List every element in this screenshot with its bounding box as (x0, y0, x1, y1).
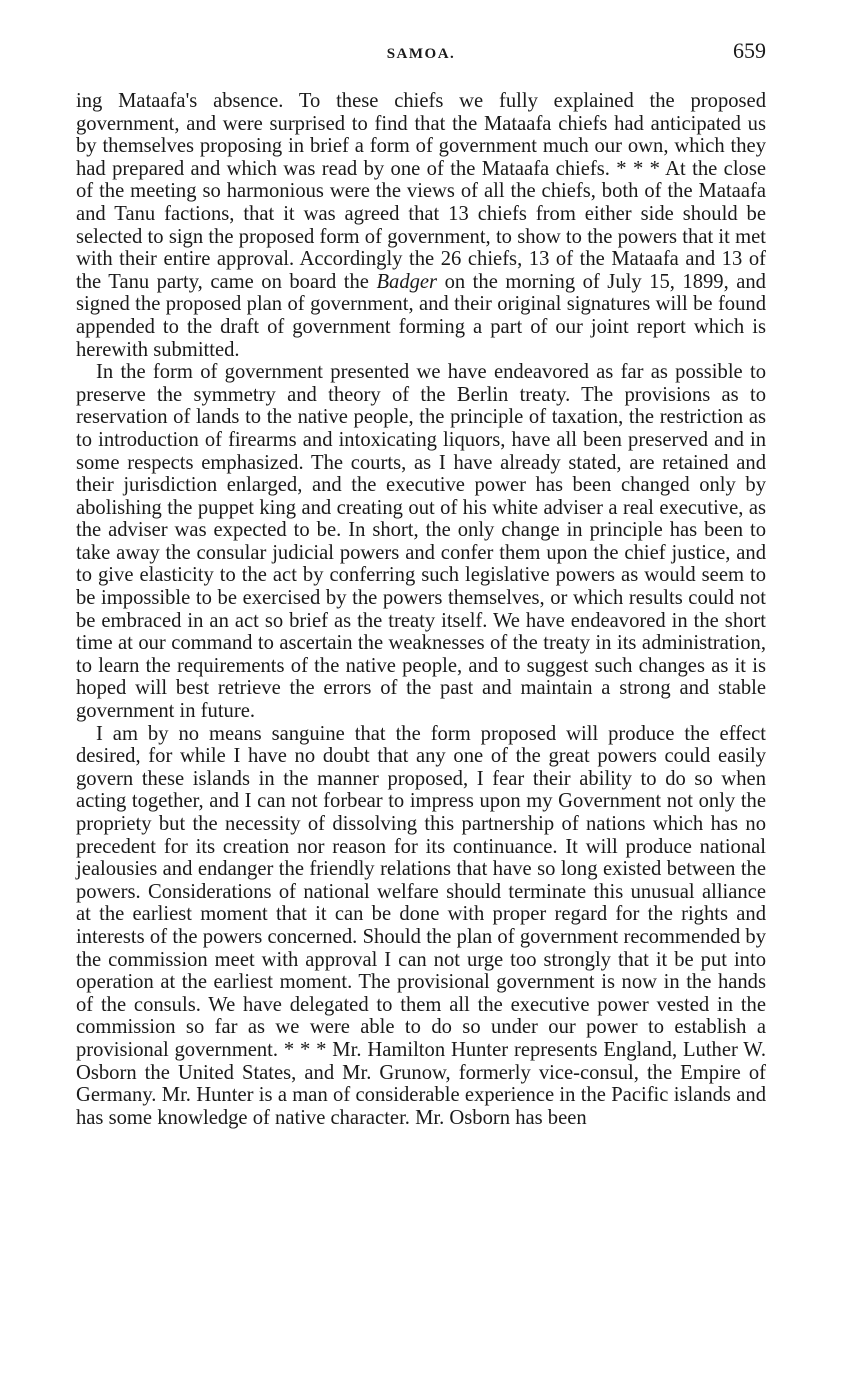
running-header (76, 36, 766, 68)
ship-name-badger: Badger (376, 270, 438, 293)
paragraph-1-text-b: on the morning of July 15, 1899, and signed the proposed plan of government, and their original signatures will be found appended to the draft of government forming a part of our joint report which is herewith submitted. (76, 270, 766, 361)
running-title: SAMOA. (386, 46, 456, 62)
paragraph-1-text-a: ing Mataafa's absence. To these chiefs we fully explained the proposed government, and were surprised to find that the Mataafa chiefs had anticipated us by themselves proposing in brief a form of government much our own, which they had prepared and which was read by one of the Mataafa chiefs. * * * At the close of the meeting so harmonious were the views of all the chiefs, both of the Mataafa and Tanu factions, that it was agreed that 13 chiefs from either side should be selected to sign the proposed form of government, to show to the powers that it met with their entire approval. Accordingly the 26 chiefs, 13 of the Mataafa and 13 of the Tanu party, came on board the (76, 90, 766, 293)
paragraph-2: In the form of government presented we have endeavored as far as possible to preserve the symmetry and theory of the Berlin treaty. The provisions as to reservation of lands to the native people, the principle of taxation, the restriction as to introduction of firearms and intoxicating liquors, have all been preserved and in some respects emphasized. The courts, as I have already stated, are retained and their jurisdiction enlarged, and the executive power has been changed only by abolishing the puppet king and creating out of his white adviser a real executive, as the adviser was expected to be. In short, the only change in principle has been to take away the consular judicial powers and confer them upon the chief justice, and to give elasticity to the act by conferring such legislative powers as would seem to be impossible to be exercised by the powers themselves, or which results could not be embraced in an act so brief as the treaty itself. We have endeavored in the short time at our command to ascertain the weaknesses of the treaty in its administration, to learn the requirements of the native people, and to suggest such changes as it is hoped will best retrieve the errors of the past and maintain a strong and stable government in future. (76, 361, 766, 723)
paragraph-1 (76, 90, 766, 361)
paragraph-3: I am by no means sanguine that the form proposed will produce the effect desired, for while I have no doubt that any one of the great powers could easily govern these islands in the manner proposed, I fear their ability to do so when acting together, and I can not forbear to impress upon my Government not only the propriety but the necessity of dissolving this partnership of nations which has no precedent for its creation nor reason for its continuance. It will produce national jealousies and endanger the friendly relations that have so long existed between the powers. Considerations of national welfare should terminate this unusual alliance at the earliest moment that it can be done with proper regard for the rights and interests of the powers concerned. Should the plan of government recommended by the commission meet with approval I can not urge too strongly that it be put into operation at the earliest moment. The provisional government is now in the hands of the consuls. We have delegated to them all the executive power vested in the commission so far as we were able to do so under our power to establish a provisional government. * * * Mr. Hamilton Hunter represents England, Luther W. Osborn the United States, and Mr. Grunow, formerly vice-consul, the Empire of Germany. Mr. Hunter is a man of considerable experience in the Pacific islands and has some knowledge of native character. Mr. Osborn has been (76, 722, 766, 1129)
page-number: 659 (733, 38, 766, 63)
body-text (76, 90, 766, 1129)
